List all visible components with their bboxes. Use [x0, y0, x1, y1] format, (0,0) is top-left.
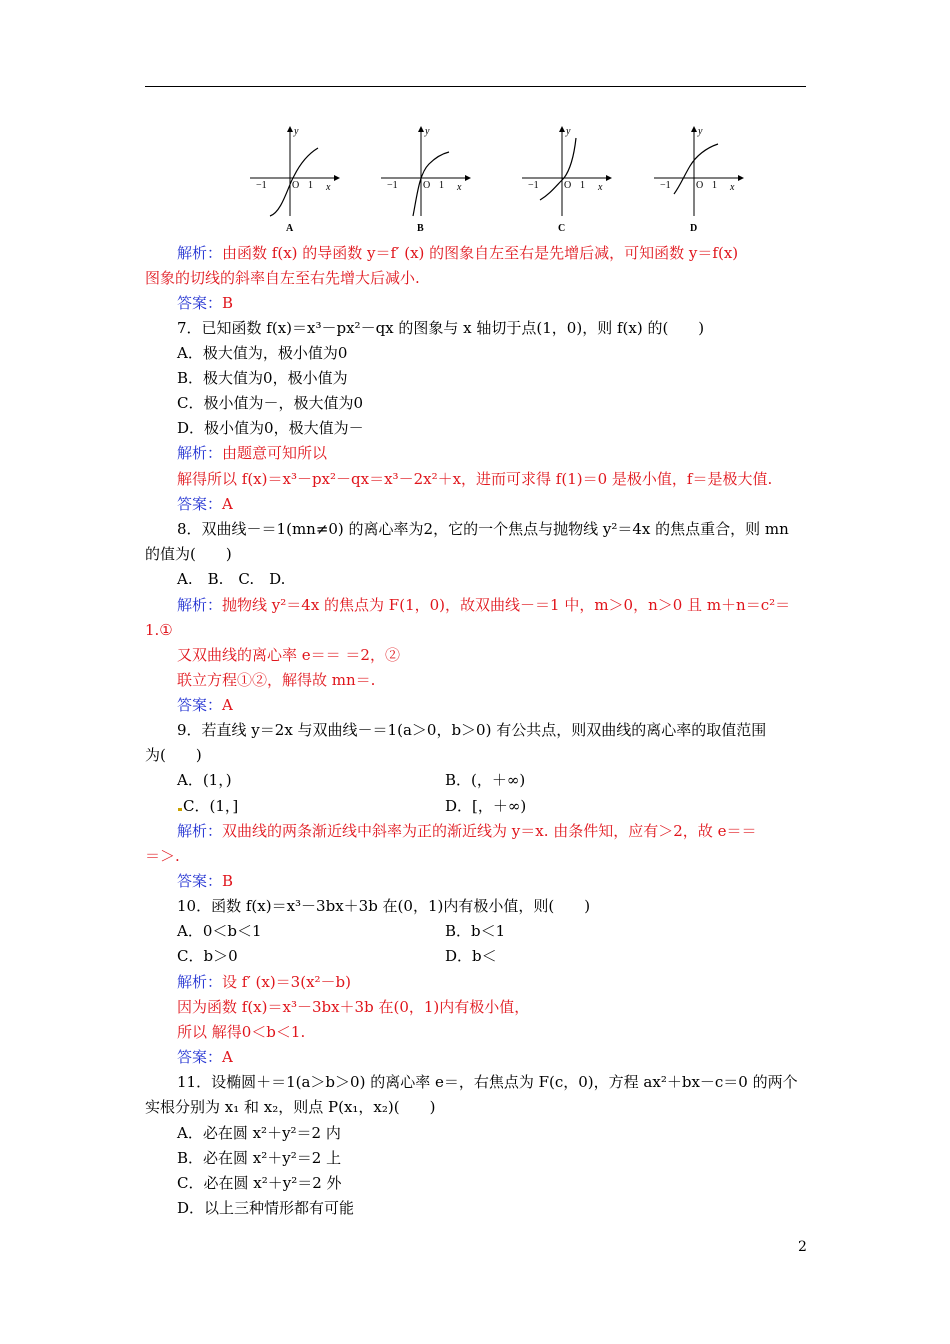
- q7-answer: [177, 494, 233, 514]
- q6-answer-value: B: [222, 294, 234, 312]
- graph-c-y: y: [566, 126, 571, 137]
- q9-answer-label: 答案：: [177, 872, 223, 890]
- graph-b-label: B: [417, 223, 424, 234]
- graph-c-neg-one: −1: [528, 180, 539, 191]
- graph-a: [250, 126, 340, 234]
- graph-d-neg-one: −1: [660, 180, 671, 191]
- q11-stem-line-1: 11．设椭圆＋＝1(a＞b＞0) 的离心率 e＝，右焦点为 F(c，0)，方程 ax²＋bx－c＝0 的两个: [177, 1073, 798, 1091]
- q9-answer: [177, 871, 233, 891]
- q7-option-d: D．极小值为0，极大值为－: [177, 419, 364, 437]
- q10-analysis-line-1: [177, 972, 351, 992]
- q9-option-c: C．(1，]: [183, 797, 239, 815]
- graph-c-origin: O: [564, 180, 572, 191]
- q8-answer-value: A: [222, 696, 233, 714]
- q10-option-b: B．b＜1: [445, 922, 506, 940]
- graph-c-label: C: [558, 223, 566, 234]
- page-number: 2: [798, 1239, 807, 1255]
- graph-d-label: D: [690, 223, 698, 234]
- highlight-mark: [178, 808, 182, 811]
- q11-option-b: B．必在圆 x²＋y²＝2 上: [177, 1149, 342, 1167]
- graph-a-one: 1: [308, 180, 313, 191]
- q8-stem-line-1: 8．双曲线－＝1(mn≠0) 的离心率为2，它的一个焦点与抛物线 y²＝4x 的焦点重合，则 mn: [177, 520, 789, 538]
- q7-analysis-text-1: 由题意可知所以: [222, 444, 328, 462]
- q10-answer: [177, 1047, 233, 1067]
- q7-stem: 7．已知函数 f(x)＝x³－px²－qx 的图象与 x 轴切于点(1，0)，则 f(x) 的( ): [177, 319, 705, 337]
- q8-analysis-line-4: 联立方程①②，解得故 mn＝.: [177, 671, 376, 689]
- q10-option-d: D．b＜: [445, 947, 497, 965]
- graph-b-origin: O: [423, 180, 431, 191]
- q9-option-a: A．(1，): [177, 771, 232, 789]
- q10-answer-value: A: [222, 1048, 233, 1066]
- graph-b-x: x: [457, 182, 462, 193]
- q9-option-c-row: [177, 796, 238, 816]
- q7-option-c: C．极小值为－，极大值为0: [177, 394, 364, 412]
- q10-answer-label: 答案：: [177, 1048, 223, 1066]
- q6-analysis-label: 解析：: [177, 244, 223, 262]
- q8-analysis-label: 解析：: [177, 596, 223, 614]
- q8-analysis-line-3: 又双曲线的离心率 e＝＝ ＝2，②: [177, 646, 400, 664]
- q7-answer-label: 答案：: [177, 495, 223, 513]
- q11-option-c: C．必在圆 x²＋y²＝2 外: [177, 1174, 342, 1192]
- q9-option-b: B．(，＋∞): [445, 771, 526, 789]
- q10-stem: 10．函数 f(x)＝x³－3bx＋3b 在(0，1)内有极小值，则( ): [177, 897, 591, 915]
- header-rule: [145, 86, 806, 87]
- q6-answer: [177, 293, 233, 313]
- graph-a-y: y: [294, 126, 299, 137]
- graph-d-one: 1: [712, 180, 717, 191]
- graph-b-neg-one: −1: [387, 180, 398, 191]
- q10-analysis-text-1: 设 f′ (x)＝3(x²－b): [222, 973, 351, 991]
- graph-d: [654, 126, 744, 234]
- q9-answer-value: B: [222, 872, 234, 890]
- q8-options: A. B. C. D.: [177, 570, 286, 588]
- q9-analysis-text-1: 双曲线的两条渐近线中斜率为正的渐近线为 y＝x. 由条件知，应有＞2，故 e＝＝: [222, 822, 757, 840]
- q9-analysis-label: 解析：: [177, 822, 223, 840]
- q7-option-a: A．极大值为，极小值为0: [177, 344, 348, 362]
- graph-b-one: 1: [439, 180, 444, 191]
- q10-analysis-label: 解析：: [177, 973, 223, 991]
- q7-analysis-line-1: [177, 443, 327, 463]
- q8-answer-label: 答案：: [177, 696, 223, 714]
- q10-option-a: A．0＜b＜1: [177, 922, 262, 940]
- q7-analysis-label: 解析：: [177, 444, 223, 462]
- q9-stem-line-1: 9．若直线 y＝2x 与双曲线－＝1(a＞0，b＞0) 有公共点，则双曲线的离心率的取值范围: [177, 721, 767, 739]
- q11-option-d: D．以上三种情形都有可能: [177, 1199, 355, 1217]
- graph-a-label: A: [286, 223, 294, 234]
- q11-option-a: A．必在圆 x²＋y²＝2 内: [177, 1124, 341, 1142]
- q7-analysis-line-2: 解得所以 f(x)＝x³－px²－qx＝x³－2x²＋x，进而可求得 f(1)＝0 是极小值，f＝是极大值.: [177, 470, 773, 488]
- graph-c-x: x: [598, 182, 603, 193]
- q8-stem-line-2: 的值为( ): [145, 545, 232, 563]
- q8-analysis-line-2: 1.①: [145, 621, 173, 639]
- q7-option-b: B．极大值为0，极小值为: [177, 369, 348, 387]
- q6-answer-label: 答案：: [177, 294, 223, 312]
- q8-analysis-line-1: [177, 595, 790, 615]
- graph-d-x: x: [730, 182, 735, 193]
- q9-analysis-line-2: ＝＞.: [145, 847, 180, 865]
- graph-b-y: y: [425, 126, 430, 137]
- graph-c-one: 1: [580, 180, 585, 191]
- graph-a-origin: O: [292, 180, 300, 191]
- graph-c: [522, 126, 612, 234]
- q10-option-c: C．b＞0: [177, 947, 238, 965]
- graph-d-y: y: [698, 126, 703, 137]
- graph-a-x: x: [326, 182, 331, 193]
- graph-d-origin: O: [696, 180, 704, 191]
- option-graphs: [246, 124, 746, 234]
- q9-analysis-line-1: [177, 821, 756, 841]
- q7-answer-value: A: [222, 495, 233, 513]
- q10-analysis-line-3: 所以 解得0＜b＜1.: [177, 1023, 306, 1041]
- graph-b: [381, 126, 471, 234]
- q8-analysis-text-1: 抛物线 y²＝4x 的焦点为 F(1，0)，故双曲线－＝1 中，m＞0，n＞0 且 m＋n＝c²＝: [222, 596, 791, 614]
- q9-option-d: D．[，＋∞): [445, 797, 527, 815]
- q6-analysis-line-2: 图象的切线的斜率自左至右先增大后减小.: [145, 269, 420, 287]
- q6-analysis-text-1: 由函数 f(x) 的导函数 y＝f′ (x) 的图象自左至右是先增后减，可知函数 y＝f(x): [222, 244, 739, 262]
- q6-analysis-line-1: [177, 243, 738, 263]
- q10-analysis-line-2: 因为函数 f(x)＝x³－3bx＋3b 在(0，1)内有极小值，: [177, 998, 530, 1016]
- q8-answer: [177, 695, 233, 715]
- graph-a-neg-one: −1: [256, 180, 267, 191]
- q11-stem-line-2: 实根分别为 x₁ 和 x₂，则点 P(x₁，x₂)( ): [145, 1098, 436, 1116]
- q9-stem-line-2: 为( ): [145, 746, 202, 764]
